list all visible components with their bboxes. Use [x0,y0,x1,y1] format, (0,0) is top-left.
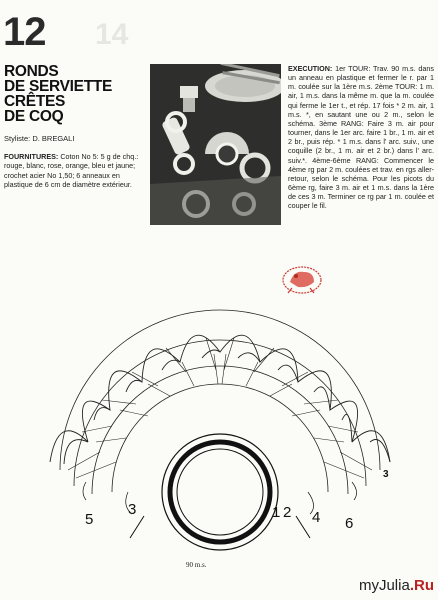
execution-text: 1er TOUR: Trav. 90 m.s. dans un anneau en plastique et fermer le r. par 1 m. coulée sur la 1ère m.s. 2ème TOUR: 1 m. air, 1 m.s. dans la même m. que la m. coulée qui ferme le 1er t., et rép. 17 fois * 2 m. air, 1 m.s. *, en sautant une ou 2 m., selon le schéma. 3ème RANG: Faire 3 m. air pour tourner, dans le 1er arc. faire 1 br., 1 m. air et 2 br., puis rép. * 1 m.s. dans l' arc. suiv., une coquille (2 br., 1 m. air et 2 br.) dans l' arc. suiv.*. 4ème-6ème RANG: Commencer le 4ème rg par 2 m. coulées et trav. en rgs aller-retour, selon le schéma. Pour les picots du 6ème rg, faire 3 m. air et 1 m.s. dans la 1ère de ces 3 m. Terminer ce rg par 1 m. coulée et couper le fil. [288,64,434,211]
diagram-row-label: 5 [85,511,94,528]
title-line: DE COQ [4,108,64,125]
crochet-diagram [40,292,400,552]
site-watermark [359,577,434,594]
bleed-through-number: 14 [95,18,129,51]
diagram-row-label: 6 [345,515,354,532]
supplies-text: Coton No 5: 5 g de chq.: rouge, blanc, rose, orange, bleu et jaune; crochet acier No 1,50; 6 anneaux en plastique de 6 cm de diamètre extérieur. [4,152,139,189]
diagram-row-label: 4 [312,509,321,526]
diagram-row-label: 3 [128,501,137,518]
photo-illustration [150,64,281,225]
watermark-tld: .Ru [409,577,434,594]
product-photo [150,64,281,225]
title-line: DE SERVIETTE [4,78,113,95]
stylist-credit: Styliste: D. BREGALI [4,134,75,143]
supplies-label: FOURNITURES: [4,152,59,161]
title-line: CRÊTES [4,93,66,110]
watermark-brand: myJulia [358,577,410,594]
article-title [4,64,144,124]
diagram-row-label: 2 [283,504,292,521]
diagram-row-label: 1 [272,504,281,521]
execution-instructions [288,64,434,211]
supplies-section [4,152,142,189]
execution-label: EXECUTION: [288,64,333,73]
title-line: RONDS [4,63,59,80]
page-number: 12 [3,10,46,54]
diagram-caption: 90 m.s. [186,561,207,569]
diagram-end-label: 3 [383,469,389,480]
